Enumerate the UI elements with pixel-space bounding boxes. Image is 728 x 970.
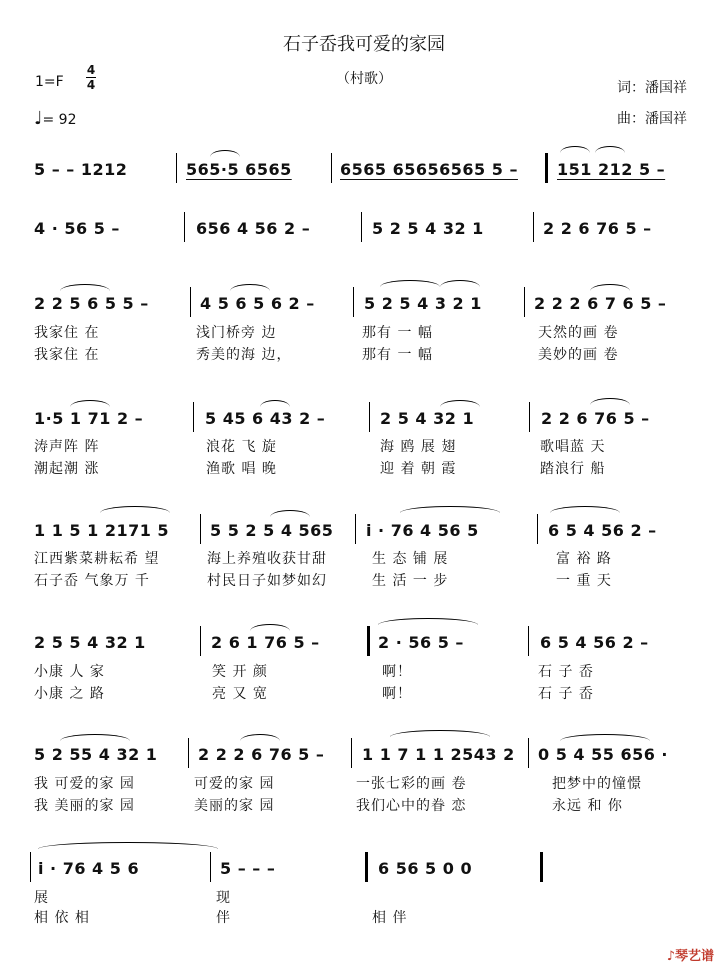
song-subtitle: （村歌） [336, 71, 392, 87]
measure-notes: i · 76 4 5 6 [38, 859, 140, 878]
lyric-line-1: 歌唱蓝 天 [540, 439, 606, 455]
barline [537, 514, 538, 544]
repeat-barline [545, 153, 548, 183]
slur [440, 400, 480, 407]
lyric-line-1: 天然的画 卷 [538, 325, 619, 341]
lyric-line-1: 涛声阵 阵 [34, 439, 100, 455]
barline [353, 287, 354, 317]
measure-notes: 2 2 6 76 5 – [543, 219, 652, 238]
lyric-line-1: 海 鸥 展 翅 [380, 439, 457, 455]
measure-notes: 151 212 5 – [557, 160, 666, 179]
slur [560, 734, 650, 741]
lyric-line-1: 江西紫菜耕耘希 望 [34, 551, 160, 567]
measure-notes: 5 – – – [220, 859, 276, 878]
slur [590, 398, 630, 405]
barline [529, 402, 530, 432]
lyric-line-1: 浪花 飞 旋 [206, 439, 277, 455]
slur [60, 284, 110, 291]
lyric-line-2: 美丽的家 园 [194, 798, 275, 814]
slur [378, 618, 478, 625]
measure-notes: 565·5 6565 [186, 160, 292, 179]
measure-notes: 656 4 56 2 – [196, 219, 311, 238]
lyric-line-2: 永远 和 你 [552, 798, 623, 814]
triplet-slur [595, 146, 625, 153]
lyric-line-2: 我们心中的眷 恋 [356, 798, 467, 814]
slur [210, 150, 240, 157]
barline [210, 852, 211, 882]
measure-notes: 6565 65656565 5 – [340, 160, 518, 179]
lyric-line-1: 石 子 岙 [538, 664, 594, 680]
barline [355, 514, 356, 544]
slur [270, 510, 310, 517]
slur [390, 730, 490, 737]
barline [188, 738, 189, 768]
lyric-line-1: 富 裕 路 [556, 551, 612, 567]
time-sig-bottom: 4 [86, 78, 96, 92]
time-sig-top: 4 [86, 63, 96, 77]
lyric-line-2: 潮起潮 涨 [34, 461, 100, 477]
slur [380, 280, 440, 287]
barline [351, 738, 352, 768]
barline [524, 287, 525, 317]
slur [240, 734, 280, 741]
slur [38, 842, 218, 849]
measure-notes: 2 2 2 6 7 6 5 – [534, 294, 667, 313]
lyric-line-1: 海上养殖收获甘甜 [207, 551, 327, 567]
lyric-line-1: 笑 开 颜 [212, 664, 268, 680]
measure-notes: 2 · 56 5 – [378, 633, 464, 652]
measure-notes: 1 1 5 1 2171 5 [34, 521, 170, 540]
measure-notes: 6 56 5 0 0 [378, 859, 473, 878]
measure-notes: 2 5 5 4 32 1 [34, 633, 146, 652]
measure-notes: 4 5 6 5 6 2 – [200, 294, 315, 313]
slur [70, 400, 110, 407]
barline [184, 212, 185, 242]
repeat-barline [365, 852, 368, 882]
lyric-line-2: 相 伴 [372, 910, 408, 926]
triplet-slur [560, 146, 590, 153]
slur [440, 280, 480, 287]
barline [528, 626, 529, 656]
slur [60, 734, 130, 741]
final-barline [540, 852, 543, 882]
lyric-line-2: 小康 之 路 [34, 686, 105, 702]
slur [550, 506, 620, 513]
barline [190, 287, 191, 317]
lyric-line-2: 迎 着 朝 霞 [380, 461, 457, 477]
song-title: 石子岙我可爱的家园 [283, 34, 445, 55]
measure-notes: 5 2 5 4 32 1 [372, 219, 484, 238]
measure-notes: 6 5 4 56 2 – [548, 521, 657, 540]
barline [193, 402, 194, 432]
tempo-value: = 92 [42, 112, 77, 128]
lyric-line-1: 一张七彩的画 卷 [356, 776, 467, 792]
lyric-line-2: 石子岙 气象万 千 [34, 573, 150, 589]
lyric-line-1: 那有 一 幅 [362, 325, 433, 341]
lyric-line-2: 亮 又 宽 [212, 686, 268, 702]
quarter-note-icon: ♩ [34, 108, 43, 129]
barline [331, 153, 332, 183]
lyric-line-2: 相 依 相 [34, 910, 90, 926]
lyric-line-1: 浅门桥旁 边 [196, 325, 277, 341]
lyric-line-1: 可爱的家 园 [194, 776, 275, 792]
lyric-line-2: 渔歌 唱 晚 [206, 461, 277, 477]
tempo-marking [34, 108, 77, 129]
slur [400, 506, 500, 513]
measure-notes: 1·5 1 71 2 – [34, 409, 144, 428]
lyricist-credit: 词：潘国祥 [617, 80, 687, 96]
measure-notes: 2 6 1 76 5 – [211, 633, 320, 652]
measure-notes: 5 2 55 4 32 1 [34, 745, 158, 764]
barline [361, 212, 362, 242]
music-logo-icon: ♪ [666, 949, 675, 964]
barline [176, 153, 177, 183]
slur [100, 506, 170, 513]
lyric-line-2: 石 子 岙 [538, 686, 594, 702]
lyric-line-1: 把梦中的憧憬 [552, 776, 642, 792]
lyric-line-1: 小康 人 家 [34, 664, 105, 680]
lyric-line-2: 啊！ [382, 686, 412, 702]
slur [590, 284, 630, 291]
watermark-text: 琴艺谱 [674, 949, 714, 964]
lyric-line-2: 生 活 一 步 [372, 573, 449, 589]
lyric-line-2: 村民日子如梦如幻 [207, 573, 327, 589]
measure-notes: 2 5 4 32 1 [380, 409, 475, 428]
time-signature [86, 64, 96, 91]
lyric-line-1: 生 态 铺 展 [372, 551, 449, 567]
lyric-line-2: 一 重 天 [556, 573, 612, 589]
lyric-line-2: 那有 一 幅 [362, 347, 433, 363]
lyric-line-1: 我家住 在 [34, 325, 100, 341]
barline [369, 402, 370, 432]
key-signature: 1=F [35, 74, 64, 90]
lyric-line-2: 踏浪行 船 [540, 461, 606, 477]
measure-notes: 2 2 2 6 76 5 – [198, 745, 325, 764]
barline [200, 514, 201, 544]
lyric-line-2: 美妙的画 卷 [538, 347, 619, 363]
lyric-line-1: 现 [216, 890, 231, 906]
measure-notes: i · 76 4 56 5 [366, 521, 479, 540]
lyric-line-1: 我 可爱的家 园 [34, 776, 135, 792]
slur [260, 400, 290, 407]
barline [30, 852, 31, 882]
barline [200, 626, 201, 656]
measure-notes: 6 5 4 56 2 – [540, 633, 649, 652]
slur [250, 624, 290, 631]
lyric-line-2: 我家住 在 [34, 347, 100, 363]
barline [533, 212, 534, 242]
measure-notes: 2 2 6 76 5 – [541, 409, 650, 428]
measure-notes: 4 · 56 5 – [34, 219, 120, 238]
measure-notes: 5 45 6 43 2 – [205, 409, 326, 428]
measure-notes: 5 2 5 4 3 2 1 [364, 294, 482, 313]
measure-notes: 0 5 4 55 656 · [538, 745, 668, 764]
site-watermark [667, 945, 714, 964]
barline [528, 738, 529, 768]
lyric-line-2: 我 美丽的家 园 [34, 798, 135, 814]
measure-notes: 5 5 2 5 4 565 [210, 521, 334, 540]
measure-notes: 1 1 7 1 1 2543 2 [362, 745, 515, 764]
slur [230, 284, 270, 291]
repeat-barline [367, 626, 370, 656]
lyric-line-2: 伴 [216, 910, 231, 926]
lyric-line-2: 秀美的海 边， [196, 347, 292, 363]
lyric-line-1: 啊！ [382, 664, 412, 680]
composer-credit: 曲：潘国祥 [617, 111, 687, 127]
measure-notes: 2 2 5 6 5 5 – [34, 294, 149, 313]
lyric-line-1: 展 [34, 890, 49, 906]
measure-notes: 5 – – 1212 [34, 160, 128, 179]
